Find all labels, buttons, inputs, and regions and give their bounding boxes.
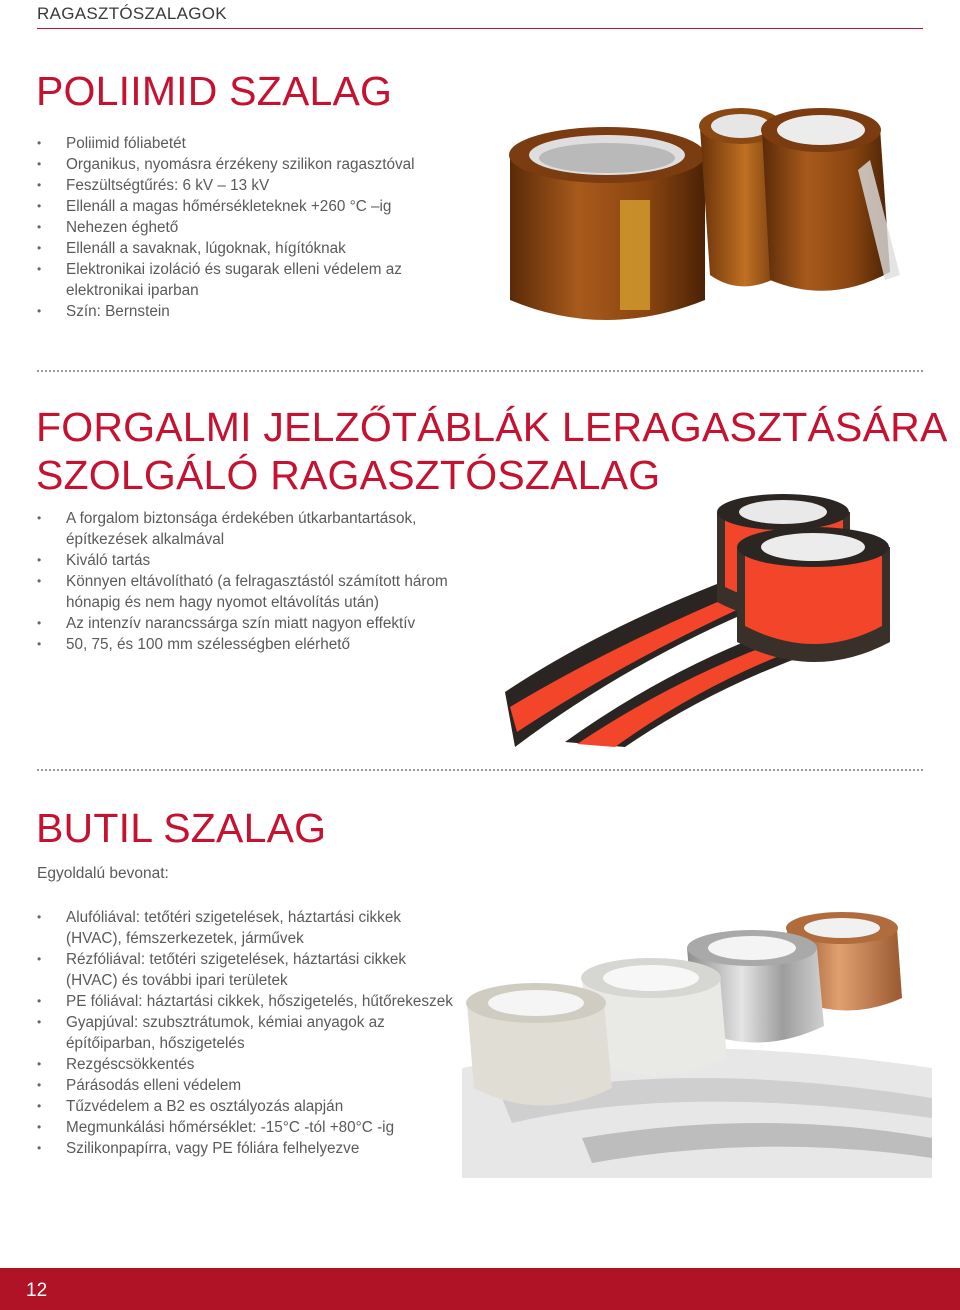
list-item: • Kiváló tartás xyxy=(37,552,151,569)
polyimide-tape-photo xyxy=(500,100,930,330)
list-item: • A forgalom biztonsága érdekében útkarbantartások, építkezések alkalmával xyxy=(37,510,417,548)
list-item: • Elektronikai izoláció és sugarak elleni védelem az elektronikai iparban xyxy=(37,261,402,299)
traffic-tape-photo xyxy=(505,492,930,747)
list-item: • Feszültségtűrés: 6 kV – 13 kV xyxy=(37,177,270,194)
section-title-line: SZOLGÁLÓ RAGASZTÓSZALAG xyxy=(36,452,661,498)
header-divider xyxy=(37,28,923,29)
butyl-tape-photo xyxy=(462,908,932,1178)
list-item: • Ellenáll a savaknak, lúgoknak, hígítóknak xyxy=(37,240,346,257)
list-item: • Szilikonpapírra, vagy PE fóliára felhelyezve xyxy=(37,1140,360,1157)
section-divider xyxy=(37,370,923,372)
header-category-label: RAGASZTÓSZALAGOK xyxy=(37,4,227,23)
list-item: • Rézfóliával: tetőtéri szigetelések, háztartási cikkek (HVAC) és további ipari területek xyxy=(37,951,407,989)
list-item: • 50, 75, és 100 mm szélességben elérhető xyxy=(37,636,351,653)
list-item: • Gyapjúval: szubsztrátumok, kémiai anyagok az építőiparban, hőszigetelés xyxy=(37,1014,385,1052)
section-title-traffic-sign-tape xyxy=(36,403,948,499)
page-number: 12 xyxy=(26,1280,48,1301)
list-item: • Könnyen eltávolítható (a felragasztástól számított három hónapig és nem hagy nyomot eltávolítás után) xyxy=(37,573,448,611)
list-item: • Ellenáll a magas hőmérsékleteknek +260 °C –ig xyxy=(37,198,392,215)
list-item: • Megmunkálási hőmérséklet: -15°C -tól +80°C -ig xyxy=(37,1119,395,1136)
section-title-butyl-tape: BUTIL SZALAG xyxy=(36,805,327,851)
bullet-list-traffic-sign-tape xyxy=(37,508,477,655)
list-item: • Szín: Bernstein xyxy=(37,303,170,320)
list-item: • PE fóliával: háztartási cikkek, hőszigetelés, hűtőrekeszek xyxy=(37,993,453,1010)
section-title-line: FORGALMI JELZŐTÁBLÁK LERAGASZTÁSÁRA xyxy=(36,404,948,450)
list-item: • Az intenzív narancssárga szín miatt nagyon effektív xyxy=(37,615,416,632)
section-subtitle: Egyoldalú bevonat: xyxy=(37,865,169,882)
section-divider xyxy=(37,769,923,771)
bullet-list-polyimide xyxy=(37,133,477,322)
footer-bar xyxy=(0,1268,960,1310)
list-item: • Alufóliával: tetőtéri szigetelések, háztartási cikkek (HVAC), fémszerkezetek, járművek xyxy=(37,909,401,947)
list-item: • Rezgéscsökkentés xyxy=(37,1056,195,1073)
list-item: • Poliimid fóliabetét xyxy=(37,135,186,152)
section-title-polyimide: POLIIMID SZALAG xyxy=(36,68,393,114)
list-item: • Párásodás elleni védelem xyxy=(37,1077,242,1094)
list-item: • Tűzvédelem a B2 es osztályozás alapján xyxy=(37,1098,344,1115)
bullet-list-butyl-tape xyxy=(37,907,457,1159)
list-item: • Nehezen éghető xyxy=(37,219,179,236)
list-item: • Organikus, nyomásra érzékeny szilikon ragasztóval xyxy=(37,156,415,173)
